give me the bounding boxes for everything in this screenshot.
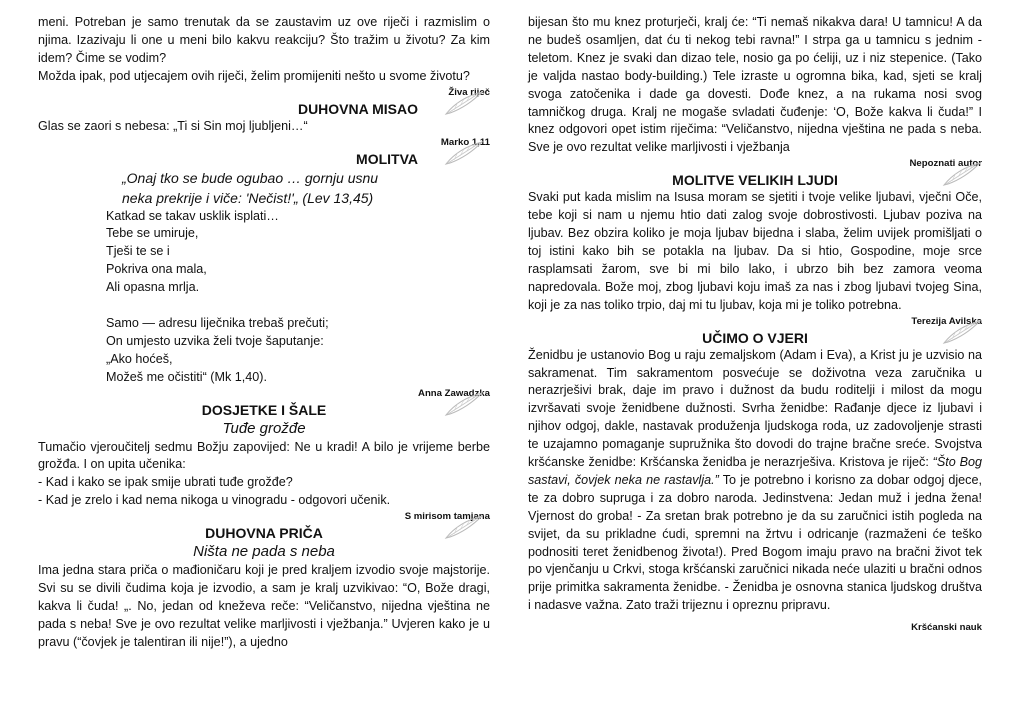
source-credit: Živa riječ [448,86,490,98]
poem-line: Ali opasna mrlja. [106,280,200,295]
poem-line: Pokriva ona mala, [106,262,207,277]
feather-icon [444,90,484,116]
story-subtitle: Ništa ne pada s neba [193,543,335,561]
source-credit: Anna Zawadzka [418,387,490,399]
source-credit: S mirisom tamjana [404,511,490,523]
intro-paragraph: meni. Potreban je samo trenutak da se zaustavim uz ove riječi i razmislim o njima. Izazivaju li one u meni bilo kakvu reakciju? Što tražim u životu? Za kim idem? Čime se vodim? [38,15,490,65]
christ-quote: “Što Bog sastavi, čovjek neka ne rastavlja.” [528,455,982,487]
poem-line: „Ako hoćeš, [106,351,173,366]
left-column [38,14,490,652]
right-column [528,14,982,635]
prayer-text: Svaki put kada mislim na Isusa moram se sjetiti i tvoje velike ljubavi, vječni Oče, tebe koji si nam u njemu htio dati zalog svoje dobrostivosti. Ljubav poziva na ljubav. Bez obzira koliko je moja ljubav bijedna i slaba, želim uvijek promišljati o toj istini kako bih se potakla na ljubav. Da si htio, Gospodine, moje srce rasplamsati žarom, sve bi mi bilo lako, i ubrzo bih bez zamora veoma napredovala. Bože moj, zbog ljubavi koju imaš za nas i zbog ljubavi tvojeg Sina, koji je za nas toliko trpio, daj mi tu ljubav, koja mi je toliko potrebna. [528,190,982,312]
feather-icon [444,140,484,166]
poem-line: Tebe se umiruje, [106,226,199,241]
source-credit: Kršćanski nauk [911,622,982,634]
joke-text: Tumačio vjeroučitelj sedmu Božju zapovijed: Ne u kradi! A bilo je vrijeme berbe grožđa. I on upita učenika: [38,439,490,472]
story-continuation: bijesan što mu knez proturječi, kralj će: “Ti nemaš nikakva dara! U tamnicu! A da ne budeš osamljen, dat ću ti nekog tebi ravna!” I strpa ga u tamnicu s jednim - teletom. Knez je svaki dan dizao tele, nosio ga po ćeliji, uz i niz stepenice. (Tako je valjda nastao body-building.) Tele izraste u ogromna bika, kad, sjeti se kralj svoga zatočenika i dade ga dovesti. Dođe knez, a na rukama nosi svog tamničkog druga. Kralj ne mogaše svladati čuđenje: ‘O, Bože kakva li čuda!” I knez odgovori opet istim riječima: “Veličanstvo, nijedna vještina ne pada s neba. Sve je ovo rezultat velike marljivosti i vježbanja [528,15,982,155]
poem-line: On umjesto uzvika želi tvoje šaputanje: [106,333,324,348]
intro-paragraph: Možda ipak, pod utjecajem ovih riječi, želim promijeniti nešto u svome životu? [38,68,470,83]
feather-icon [444,514,484,540]
section-title-molitva: MOLITVA [38,150,490,168]
joke-subtitle: Tuđe grožđe [222,419,306,437]
section-title-duhovna-misao: DUHOVNA MISAO [38,100,490,118]
section-title-duhovna-prica: DUHOVNA PRIČA [38,524,490,542]
feather-icon [942,319,982,345]
joke-line: - Kad i kako se ipak smije ubrati tuđe grožđe? [38,475,293,490]
story-paragraph: Ima jedna stara priča o mađioničaru koji je pred kraljem izvodio svoje majstorije. Svi su se divili čudima koja je izvodio, a sam je kralj uzvikivao: “O, Bože dragi, kakva li čuda! „. No, jedan od kneževa reče: “Veličanstvo, nijedna vještina ne pada s neba! Sve je ovo rezultat velike marljivosti i vježbanja.” Uvjeren kako je u pravu (“čovjek je talentiran ili nije!”), a ujedno [38,563,490,649]
poem-line: Samo — adresu liječnika trebaš prečuti; [106,315,329,330]
joke-line: - Kad je zrelo i kad nema nikoga u vinogradu - odgovori učenik. [38,493,391,508]
section-title-molitve-velikih-ljudi: MOLITVE VELIKIH LJUDI [528,171,982,189]
section-title-dosjetke: DOSJETKE I ŠALE [38,401,490,419]
poem-stanza [38,208,490,387]
source-credit: Terezija Avilska [911,315,982,327]
poem-line: Možeš me očistiti“ (Mk 1,40). [106,369,267,384]
misao-text: Glas se zaori s nebesa: „Ti si Sin moj ljubljeni…“ [38,118,308,133]
feather-icon [444,391,484,417]
section-title-ucimo-o-vjeri: UČIMO O VJERI [528,329,982,347]
bible-quote-line: neka prekrije i viče: 'Nečist!'„ (Lev 13,45) [122,189,374,206]
feather-icon [942,161,982,187]
poem-line: Katkad se takav usklik isplati… [106,208,279,223]
poem-line: Tješi te se i [106,244,170,259]
bible-quote-line: „Onaj tko se bude ogubao … gornju usnu [122,169,379,186]
faith-paragraph: Ženidbu je ustanovio Bog u raju zemaljskom (Adam i Eva), a Krist ju je uzvisio na sakramenat. Tim sakramentom posvećuje se doživotna veza zaručnika u nerazrješivi brak, daje im pravo i dužnost da budu roditelji i milost da mogu izvršavati svoje ženidbene dužnosti. Svrha ženidbe: Rađanje djece iz ljubavi i njihov odgoj, dakle, nastavak produženja ljudskoga roda, uz zadovoljenje strasti te uzajamno pomaganje supružnika što dovodi do trajne bračne sreće. Svojstva kršćanske ženidbe: Kršćanska ženidba je nerazrješiva. Kristova je riječ: “Što Bog sastavi, čovjek neka ne rastavlja.” To je potrebno i korisno za dobar odgoj djece, te za dobro supruga i za dobro naroda. Jedinstvena: Jedan muž i jedna žena! Vjernost do groba! - Za sretan brak potrebno je da su zaručnici istih pogleda na svijet, da su prikladne ćudi, spremni na žrtvu i odricanje (razmaženi će teško podnositi teret ženidbenog života!). Pred Bogom imaju pravo na bračni život tek po vjenčanju u Crkvi, stoga kršćanski zaručnici nikada neće ulaziti u bračni odnos prije primitka sakramenta ženidbe. - Ženidba je osnovna stanica ljudskog društva i nadasve važna. Zato traži trijeznu i opreznu pripravu. [528,347,982,613]
source-credit: Marko 1,11 [440,136,490,148]
source-credit: Nepoznati autor [909,158,982,170]
